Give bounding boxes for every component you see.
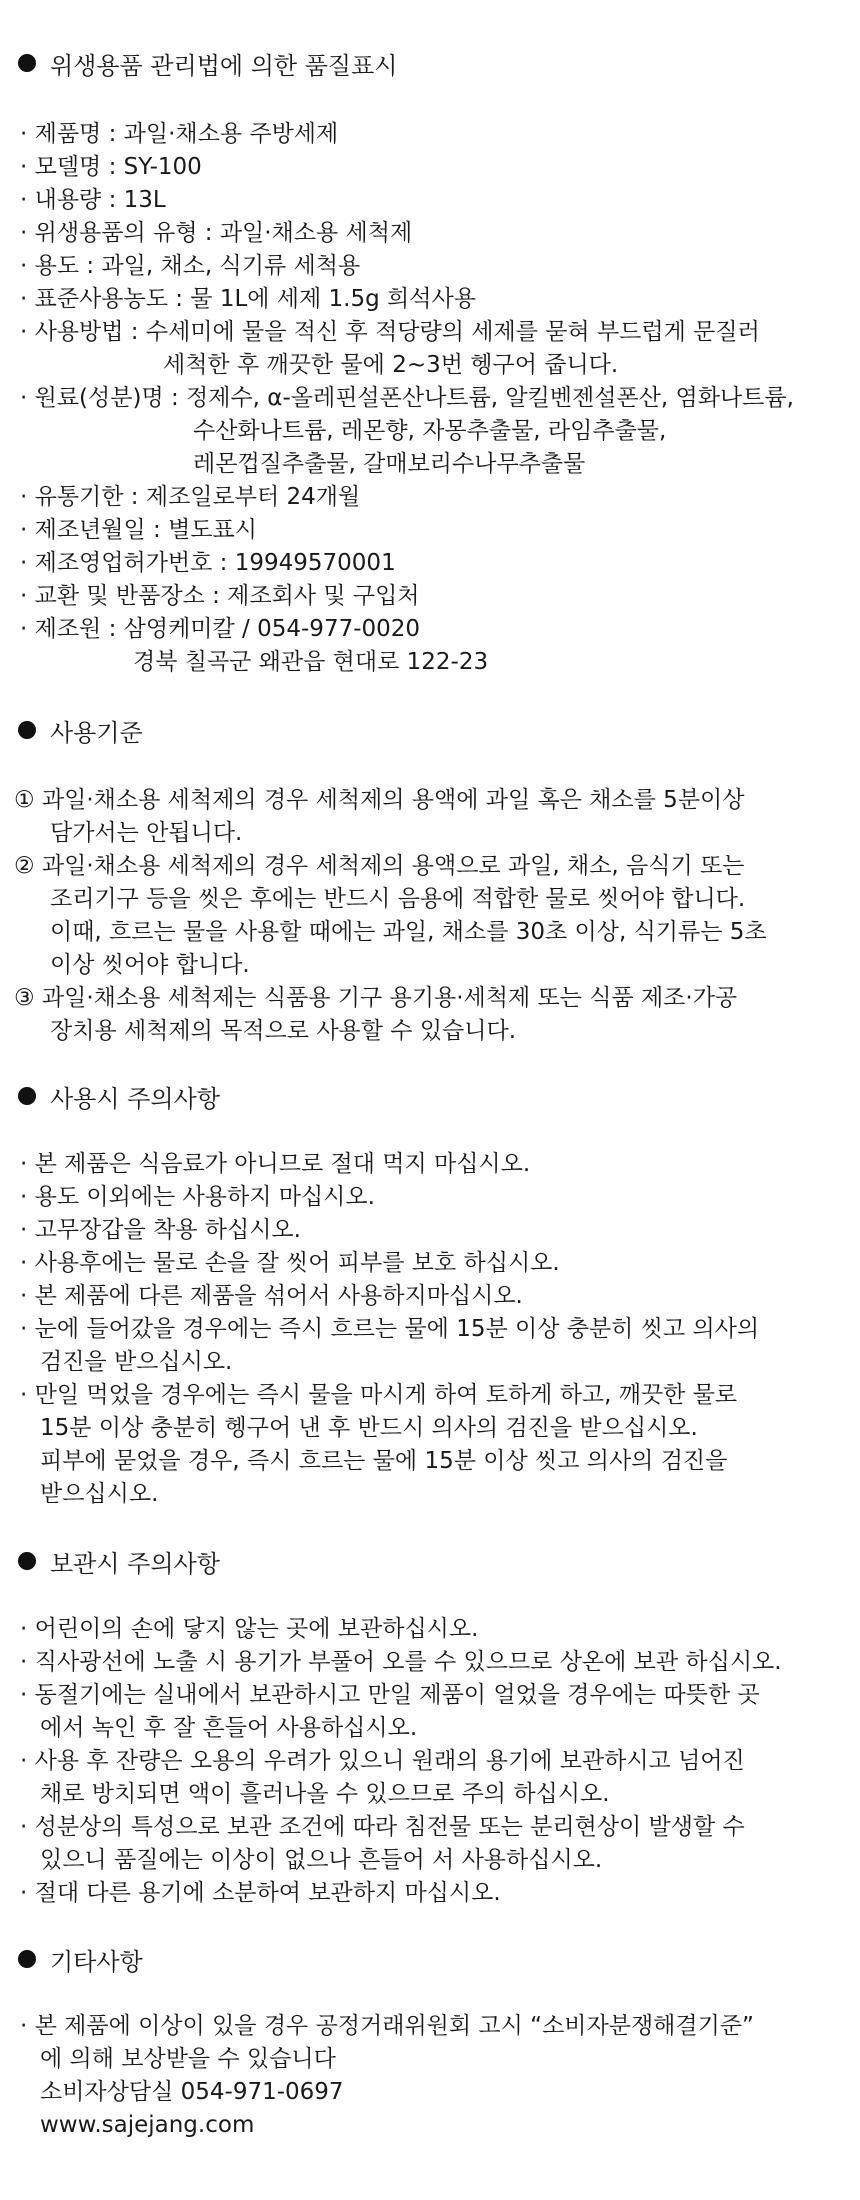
info-line-continued: 경북 칠곡군 왜관읍 현대로 122-23 (133, 649, 489, 675)
info-line: · 유통기한 : 제조일로부터 24개월 (20, 484, 361, 510)
section-heading-usage-standard (18, 713, 143, 747)
info-line: · 용도 : 과일, 채소, 식기류 세척용 (20, 253, 361, 279)
other-item-continued: 에 의해 보상받을 수 있습니다 (40, 2046, 336, 2072)
storage-item: · 사용 후 잔량은 오용의 우려가 있으니 원래의 용기에 보관하시고 넘어진 (20, 1748, 745, 1774)
caution-item-continued: 피부에 묻었을 경우, 즉시 흐르는 물에 15분 이상 씻고 의사의 검진을 (40, 1448, 728, 1474)
info-line: · 사용방법 : 수세미에 물을 적신 후 적당량의 세제를 묻혀 부드럽게 문질러 (20, 319, 760, 345)
info-line: · 내용량 : 13L (20, 187, 166, 213)
caution-item: · 본 제품에 다른 제품을 섞어서 사용하지마십시오. (20, 1283, 523, 1309)
bullet-icon (18, 1087, 36, 1105)
bullet-icon (18, 54, 36, 72)
section-heading-storage-caution (18, 1544, 220, 1578)
caution-item: · 용도 이외에는 사용하지 마십시오. (20, 1184, 375, 1210)
other-item: · 본 제품에 이상이 있을 경우 공정거래위원회 고시 “소비자분쟁해결기준” (20, 2013, 754, 2039)
caution-item: · 눈에 들어갔을 경우에는 즉시 흐르는 물에 15분 이상 충분히 씻고 의사의 (20, 1316, 760, 1342)
info-line: · 모델명 : SY-100 (20, 154, 202, 180)
caution-item: · 사용후에는 물로 손을 잘 씻어 피부를 보호 하십시오. (20, 1250, 560, 1276)
bullet-icon (18, 1950, 36, 1968)
section-title: 기타사항 (50, 1947, 143, 1976)
info-line: · 제조영업허가번호 : 19949570001 (20, 550, 396, 576)
section-title: 사용시 주의사항 (50, 1084, 220, 1113)
numbered-item-continued: 조리기구 등을 씻은 후에는 반드시 음용에 적합한 물로 씻어야 합니다. (50, 886, 746, 912)
storage-item-continued: 에서 녹인 후 잘 흔들어 사용하십시오. (40, 1715, 418, 1741)
consumer-center-phone: 소비자상담실 054-971-0697 (40, 2079, 344, 2105)
caution-item: · 고무장갑을 착용 하십시오. (20, 1217, 301, 1243)
storage-item: · 성분상의 특성으로 보관 조건에 따라 침전물 또는 분리현상이 발생할 수 (20, 1814, 745, 1840)
numbered-item: ③ 과일·채소용 세척제는 식품용 기구 용기용·세척제 또는 식품 제조·가공 (14, 985, 738, 1011)
website-link[interactable]: www.sajejang.com (40, 2112, 255, 2138)
section-heading-other (18, 1942, 143, 1976)
numbered-item-continued: 장치용 세척제의 목적으로 사용할 수 있습니다. (50, 1018, 517, 1044)
info-line: · 제조원 : 삼영케미칼 / 054-977-0020 (20, 616, 421, 642)
numbered-item-continued: 담가서는 안됩니다. (50, 820, 243, 846)
section-title: 사용기준 (50, 718, 143, 747)
caution-item: · 만일 먹었을 경우에는 즉시 물을 마시게 하여 토하게 하고, 깨끗한 물로 (20, 1382, 738, 1408)
numbered-item: ② 과일·채소용 세척제의 경우 세척제의 용액으로 과일, 채소, 음식기 또는 (14, 853, 745, 879)
storage-item-continued: 채로 방치되면 액이 흘러나올 수 있으므로 주의 하십시오. (40, 1781, 610, 1807)
storage-item: · 동절기에는 실내에서 보관하시고 만일 제품이 얼었을 경우에는 따뜻한 곳 (20, 1682, 760, 1708)
info-line: · 제조년월일 : 별도표시 (20, 517, 257, 543)
info-line-continued: 수산화나트륨, 레몬향, 자몽추출물, 라임추출물, (193, 418, 667, 444)
caution-item-continued: 검진을 받으십시오. (40, 1349, 233, 1375)
numbered-item: ① 과일·채소용 세척제의 경우 세척제의 용액에 과일 혹은 채소를 5분이상 (14, 787, 745, 813)
section-heading-usage-caution (18, 1079, 220, 1113)
storage-item: · 절대 다른 용기에 소분하여 보관하지 마십시오. (20, 1880, 501, 1906)
info-line: · 원료(성분)명 : 정제수, α-올레핀설폰산나트륨, 알킬벤젠설폰산, 염화나트륨, (20, 385, 794, 411)
storage-item: · 어린이의 손에 닿지 않는 곳에 보관하십시오. (20, 1616, 479, 1642)
caution-item-continued: 15분 이상 충분히 헹구어 낸 후 반드시 의사의 검진을 받으십시오. (40, 1415, 698, 1441)
bullet-icon (18, 721, 36, 739)
info-line: · 위생용품의 유형 : 과일·채소용 세척제 (20, 220, 413, 246)
section-title: 보관시 주의사항 (50, 1549, 220, 1578)
info-line: · 교환 및 반품장소 : 제조회사 및 구입처 (20, 583, 420, 609)
caution-item-continued: 받으십시오. (40, 1481, 159, 1507)
storage-item-continued: 있으니 품질에는 이상이 없으나 흔들어 서 사용하십시오. (40, 1847, 603, 1873)
info-line: · 제품명 : 과일·채소용 주방세제 (20, 121, 339, 147)
caution-item: · 본 제품은 식음료가 아니므로 절대 먹지 마십시오. (20, 1151, 531, 1177)
section-heading-quality (18, 46, 397, 80)
info-line-continued: 레몬껍질추출물, 갈매보리수나무추출물 (193, 451, 586, 477)
bullet-icon (18, 1552, 36, 1570)
info-line-continued: 세척한 후 깨끗한 물에 2~3번 헹구어 줍니다. (163, 352, 619, 378)
storage-item: · 직사광선에 노출 시 용기가 부풀어 오를 수 있으므로 상온에 보관 하십시오. (20, 1649, 782, 1675)
numbered-item-continued: 이상 씻어야 합니다. (50, 952, 250, 978)
section-title: 위생용품 관리법에 의한 품질표시 (50, 51, 398, 80)
info-line: · 표준사용농도 : 물 1L에 세제 1.5g 희석사용 (20, 286, 476, 312)
numbered-item-continued: 이때, 흐르는 물을 사용할 때에는 과일, 채소를 30초 이상, 식기류는 5초 (50, 919, 767, 945)
